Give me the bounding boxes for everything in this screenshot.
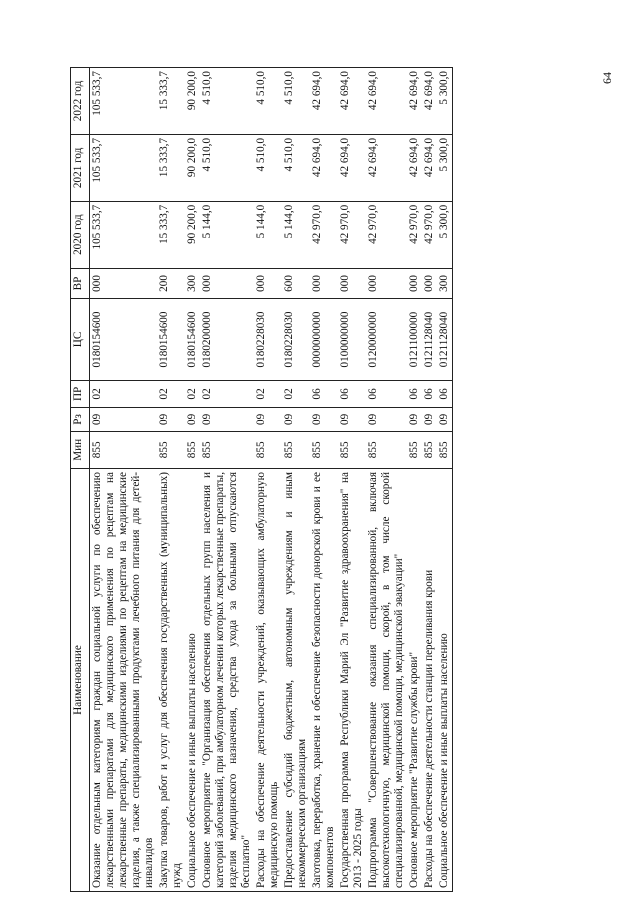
row-rz-cell: 09 — [366, 408, 407, 431]
row-2022-cell: 42 694,0 — [338, 68, 366, 135]
row-2021-cell: 15 333,7 — [157, 134, 185, 201]
row-vr-cell: 000 — [366, 268, 407, 299]
row-min-cell: 855 — [422, 431, 437, 468]
row-rz-cell: 09 — [338, 408, 366, 431]
row-pr-cell: 02 — [254, 380, 282, 408]
table-row — [422, 68, 437, 892]
row-name-cell: Предоставление субсидий бюджетным, автономным учреждениям и иным некоммерческим организациям — [282, 469, 310, 892]
row-vr-cell: 200 — [157, 268, 185, 299]
row-2022-cell: 42 694,0 — [422, 68, 437, 135]
row-pr-cell: 06 — [366, 380, 407, 408]
row-2020-cell: 42 970,0 — [338, 201, 366, 268]
row-cs-cell: 0180200000 — [200, 299, 254, 380]
row-rz-cell: 09 — [200, 408, 254, 431]
header-rz: Рз — [71, 408, 90, 431]
row-2022-cell: 105 533,7 — [90, 68, 158, 135]
row-2021-cell: 42 694,0 — [407, 134, 422, 201]
table-row — [282, 68, 310, 892]
table-header — [71, 68, 90, 892]
row-min-cell: 855 — [200, 431, 254, 468]
row-rz-cell: 09 — [422, 408, 437, 431]
header-2021: 2021 год — [71, 134, 90, 201]
row-vr-cell: 000 — [200, 268, 254, 299]
header-row — [71, 68, 90, 892]
row-2021-cell: 4 510,0 — [254, 134, 282, 201]
row-cs-cell: 0180154600 — [157, 299, 185, 380]
row-name-cell: Социальное обеспечение и иные выплаты населению — [185, 469, 200, 892]
row-vr-cell: 300 — [185, 268, 200, 299]
row-min-cell: 855 — [157, 431, 185, 468]
table-row — [157, 68, 185, 892]
table-row — [437, 68, 453, 892]
row-min-cell: 855 — [310, 431, 338, 468]
row-vr-cell: 000 — [254, 268, 282, 299]
header-2022: 2022 год — [71, 68, 90, 135]
table-body — [90, 68, 453, 892]
table-row — [185, 68, 200, 892]
row-pr-cell: 06 — [422, 380, 437, 408]
row-2022-cell: 15 333,7 — [157, 68, 185, 135]
row-2022-cell: 4 510,0 — [200, 68, 254, 135]
row-vr-cell: 600 — [282, 268, 310, 299]
row-vr-cell: 000 — [310, 268, 338, 299]
row-min-cell: 855 — [437, 431, 453, 468]
header-vr: ВР — [71, 268, 90, 299]
row-name-cell: Закупка товаров, работ и услуг для обеспечения государственных (муниципальных) нужд — [157, 469, 185, 892]
header-pr: ПР — [71, 380, 90, 408]
row-2020-cell: 42 970,0 — [407, 201, 422, 268]
row-2021-cell: 42 694,0 — [338, 134, 366, 201]
row-2021-cell: 4 510,0 — [200, 134, 254, 201]
row-vr-cell: 000 — [407, 268, 422, 299]
row-2020-cell: 5 300,0 — [437, 201, 453, 268]
row-name-cell: Социальное обеспечение и иные выплаты населению — [437, 469, 453, 892]
row-vr-cell: 000 — [338, 268, 366, 299]
row-name-cell: Основное мероприятие "Организация обеспечения отдельных групп населения и категорий заболеваний, при амбулаторном лечении которых лекарственные препараты, изделия медицинского назначения, средства ухода за больными отпускаются бесплатно" — [200, 469, 254, 892]
row-rz-cell: 09 — [185, 408, 200, 431]
row-2022-cell: 4 510,0 — [254, 68, 282, 135]
row-name-cell: Подпрограмма "Совершенствование оказания специализированной, включая высокотехнологичную, медицинской помощи, скорой, в том числе скорой специализированной, медицинской помощи, медицинской эвакуации" — [366, 469, 407, 892]
row-2022-cell: 5 300,0 — [437, 68, 453, 135]
row-cs-cell: 0121100000 — [407, 299, 422, 380]
page-number: 64 — [600, 72, 614, 84]
row-name-cell: Оказание отдельным категориям граждан социальной услуги по обеспечению лекарственными препаратами для медицинского применения по рецептам на лекарственные препараты, медицинскими изделиями по рецептам на медицинские изделия, а также специализированными продуктами лечебного питания для детей-инвалидов — [90, 469, 158, 892]
row-2021-cell: 90 200,0 — [185, 134, 200, 201]
row-vr-cell: 000 — [90, 268, 158, 299]
row-2020-cell: 42 970,0 — [366, 201, 407, 268]
row-pr-cell: 02 — [200, 380, 254, 408]
row-2020-cell: 5 144,0 — [282, 201, 310, 268]
row-min-cell: 855 — [254, 431, 282, 468]
row-pr-cell: 02 — [282, 380, 310, 408]
row-2021-cell: 105 533,7 — [90, 134, 158, 201]
row-vr-cell: 000 — [422, 268, 437, 299]
table-row — [366, 68, 407, 892]
row-min-cell: 855 — [90, 431, 158, 468]
row-2020-cell: 5 144,0 — [254, 201, 282, 268]
row-2021-cell: 5 300,0 — [437, 134, 453, 201]
row-min-cell: 855 — [185, 431, 200, 468]
row-vr-cell: 300 — [437, 268, 453, 299]
row-2021-cell: 42 694,0 — [422, 134, 437, 201]
row-cs-cell: 0120000000 — [366, 299, 407, 380]
row-2020-cell: 42 970,0 — [310, 201, 338, 268]
row-cs-cell: 0180228030 — [282, 299, 310, 380]
row-rz-cell: 09 — [254, 408, 282, 431]
row-rz-cell: 09 — [157, 408, 185, 431]
row-pr-cell: 06 — [338, 380, 366, 408]
row-2020-cell: 105 533,7 — [90, 201, 158, 268]
row-2020-cell: 5 144,0 — [200, 201, 254, 268]
table-row — [254, 68, 282, 892]
row-pr-cell: 06 — [407, 380, 422, 408]
row-cs-cell: 0180154600 — [185, 299, 200, 380]
row-min-cell: 855 — [407, 431, 422, 468]
row-2022-cell: 4 510,0 — [282, 68, 310, 135]
row-cs-cell: 0180154600 — [90, 299, 158, 380]
row-2020-cell: 90 200,0 — [185, 201, 200, 268]
row-2021-cell: 42 694,0 — [310, 134, 338, 201]
header-cs: ЦС — [71, 299, 90, 380]
header-min: Мин — [71, 431, 90, 468]
header-2020: 2020 год — [71, 201, 90, 268]
row-min-cell: 855 — [366, 431, 407, 468]
table-row — [200, 68, 254, 892]
row-name-cell: Государственная программа Республики Марий Эл "Развитие здравоохранения" на 2013 - 2025 годы — [338, 469, 366, 892]
row-cs-cell: 0180228030 — [254, 299, 282, 380]
row-cs-cell: 0000000000 — [310, 299, 338, 380]
row-pr-cell: 02 — [157, 380, 185, 408]
row-rz-cell: 09 — [282, 408, 310, 431]
table-row — [310, 68, 338, 892]
row-rz-cell: 09 — [407, 408, 422, 431]
row-2021-cell: 4 510,0 — [282, 134, 310, 201]
row-2022-cell: 42 694,0 — [407, 68, 422, 135]
row-2022-cell: 42 694,0 — [366, 68, 407, 135]
row-pr-cell: 06 — [437, 380, 453, 408]
row-name-cell: Заготовка, переработка, хранение и обеспечение безопасности донорской крови и ее компонентов — [310, 469, 338, 892]
table-row — [90, 68, 158, 892]
row-cs-cell: 0100000000 — [338, 299, 366, 380]
row-rz-cell: 09 — [90, 408, 158, 431]
row-cs-cell: 0121128040 — [422, 299, 437, 380]
budget-table — [70, 67, 453, 892]
row-name-cell: Расходы на обеспечение деятельности станции переливания крови — [422, 469, 437, 892]
row-pr-cell: 06 — [310, 380, 338, 408]
row-2020-cell: 42 970,0 — [422, 201, 437, 268]
header-name: Наименование — [71, 469, 90, 892]
table-row — [338, 68, 366, 892]
row-name-cell: Основное мероприятие "Развитие службы крови" — [407, 469, 422, 892]
row-2022-cell: 90 200,0 — [185, 68, 200, 135]
row-name-cell: Расходы на обеспечение деятельности учреждений, оказывающих амбулаторную медицинскую помощь — [254, 469, 282, 892]
row-2021-cell: 42 694,0 — [366, 134, 407, 201]
row-min-cell: 855 — [282, 431, 310, 468]
row-min-cell: 855 — [338, 431, 366, 468]
row-2020-cell: 15 333,7 — [157, 201, 185, 268]
rotated-page-content — [70, 67, 530, 892]
row-pr-cell: 02 — [90, 380, 158, 408]
row-2022-cell: 42 694,0 — [310, 68, 338, 135]
table-row — [407, 68, 422, 892]
row-cs-cell: 0121128040 — [437, 299, 453, 380]
row-pr-cell: 02 — [185, 380, 200, 408]
row-rz-cell: 09 — [310, 408, 338, 431]
row-rz-cell: 09 — [437, 408, 453, 431]
